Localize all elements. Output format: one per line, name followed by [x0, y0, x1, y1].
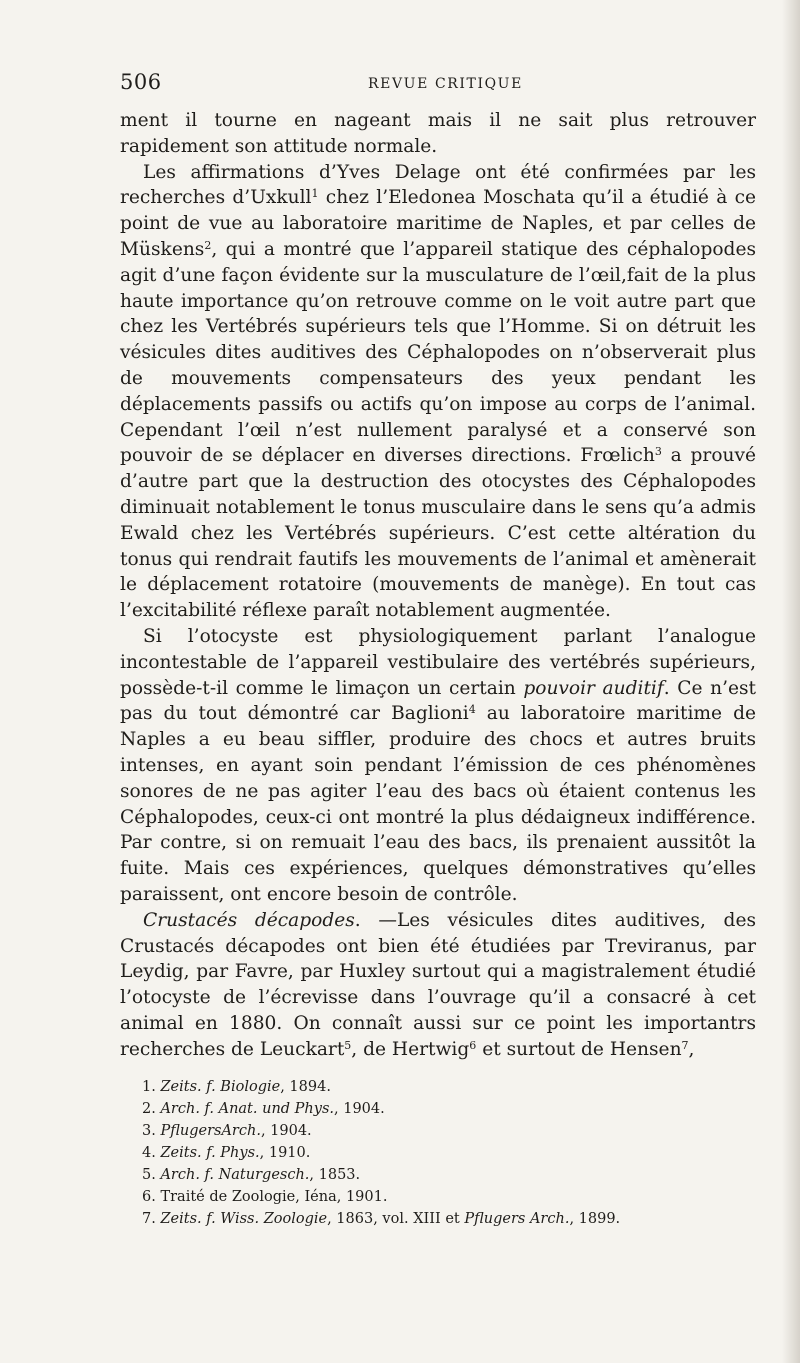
italic-text: pouvoir auditif	[523, 677, 664, 699]
footnote-ref: 7	[681, 1038, 689, 1052]
text-run: au laboratoire maritime de Naples a eu beau siffler, produire des chocs et autres bruits intenses, en ayant soin pendant l’émission de ces phénomènes sonores de ne pas agiter l’eau des bacs où étaient contenus les Céphalopodes, ceux-ci ont montré la plus dédaigneux indifférence. Par contre, si on remuait l’eau des bacs, ils prenaient aussitôt la fuite. Mais ces expériences, quelques démonstratives qu’elles paraissent, ont encore besoin de contrôle.	[120, 703, 756, 905]
footnote	[142, 1098, 756, 1120]
paragraph	[120, 108, 756, 160]
footnote-text: , 1904.	[260, 1123, 312, 1140]
text-run: . —Les vésicules dites auditives, des Crustacés décapodes ont bien été étudiées par Treviranus, par Leydig, par Favre, par Huxley surtout qui a magistralement étudié l’otocyste de l’écrevisse dans l’ouvrage qu’il a consacré à cet animal en 1880. On connaît aussi sur ce point les importantrs recherches de Leuckart	[120, 909, 757, 1060]
footnote-ref: 4	[468, 703, 476, 717]
running-head	[120, 62, 756, 96]
paragraph	[120, 908, 756, 1063]
footnote-number: 3.	[142, 1123, 161, 1140]
footnote-number: 6.	[142, 1189, 161, 1206]
footnote-title: Zeits. f. Phys.	[160, 1145, 260, 1162]
footnote-text: , 1863, vol. XIII et	[327, 1211, 465, 1228]
footnote-text: , 1853.	[309, 1167, 361, 1184]
footnote-text: , 1899.	[569, 1211, 621, 1228]
footnote-text: , 1910.	[259, 1145, 311, 1162]
footnote-title: Pflugers Arch.	[464, 1211, 570, 1228]
footnote-ref: 5	[344, 1038, 352, 1052]
footnote	[142, 1120, 756, 1142]
footnote-title: Arch. f. Anat. und Phys.	[160, 1101, 335, 1118]
text-run: et surtout de Hensen	[476, 1038, 682, 1060]
footnote	[142, 1208, 756, 1230]
body-text	[120, 108, 756, 1062]
text-run: Si l’otocyste est physiologiquement parlant l’analogue incontestable de l’appareil vestibulaire des vertébrés supérieurs, possède-t-il comme le limaçon un certain	[120, 625, 756, 699]
journal-title: REVUE CRITIQUE	[368, 76, 523, 92]
footnote-ref: 2	[204, 238, 212, 252]
page-number: 506	[120, 70, 162, 94]
footnote	[142, 1142, 756, 1164]
footnote-title: Zeits. f. Wiss. Zoologie	[160, 1211, 328, 1228]
page	[120, 62, 756, 1230]
text-run: Les affirmations d’Yves Delage ont été confirmées par les recherches d’Uxkull	[120, 161, 756, 209]
text-run: ment il tourne en nageant mais il ne sait plus retrouver rapidement son attitude normale.	[120, 110, 756, 157]
text-run: a prouvé d’autre part que la destruction des otocystes des Céphalopodes diminuait notablement le tonus musculaire dans le sens qu’a admis Ewald chez les Vertébrés supérieurs. C’est cette altération du tonus qui rendrait fautifs les mouvements de l’animal et amènerait le déplacement rotatoire (mouvements de manège). En tout cas l’excitabilité réflexe paraît notablement augmentée.	[120, 445, 756, 622]
footnote-text: , 1904.	[334, 1101, 385, 1118]
footnote-text: , 1894.	[280, 1079, 331, 1096]
footnote-number: 2.	[142, 1101, 161, 1118]
footnote-title: Zeits. f. Biologie	[160, 1079, 281, 1096]
footnote-ref: 1	[311, 187, 319, 201]
footnote-number: 1.	[142, 1079, 161, 1096]
footnote	[142, 1076, 756, 1098]
footnote-title: Arch. f. Naturgesch.	[160, 1167, 310, 1184]
footnote-title: PflugersArch.	[160, 1123, 261, 1140]
footnote-ref: 3	[654, 445, 662, 459]
footnote-number: 5.	[142, 1167, 161, 1184]
footnote-ref: 6	[469, 1038, 477, 1052]
footnote	[142, 1186, 756, 1208]
footnote	[142, 1164, 756, 1186]
footnote-number: 4.	[142, 1145, 161, 1162]
text-run: , qui a montré que l’appareil statique des céphalopodes agit d’une façon évidente sur la musculature de l’œil,fait de la plus haute importance qu’on retrouve comme on le voit autre part que chez les Vertébrés supérieurs tels que l’Homme. Si on détruit les vésicules dites auditives des Céphalopodes on n’observerait plus de mouvements compensateurs des yeux pendant les déplacements passifs ou actifs qu’on impose au corps de l’animal. Cependant l’œil n’est nullement paralysé et a conservé son pouvoir de se déplacer en diverses directions. Frœlich	[120, 238, 756, 467]
paragraph	[120, 160, 756, 624]
text-run: , de Hertwig	[351, 1038, 470, 1060]
footnote-text: Traité de Zoologie, Iéna, 1901.	[160, 1189, 388, 1206]
italic-text: Crustacés décapodes	[143, 909, 355, 931]
page-edge-shadow	[782, 0, 800, 1363]
footnote-number: 7.	[142, 1211, 161, 1228]
paragraph	[120, 624, 756, 908]
footnotes	[120, 1076, 756, 1230]
text-run: . Ce n’est pas du tout démontré car Baglioni	[120, 677, 756, 725]
text-run: ,	[688, 1038, 695, 1060]
text-run: chez l’Eledonea Moschata qu’il a étudié à ce point de vue au laboratoire maritime de Naples, et par celles de Müskens	[120, 187, 756, 260]
